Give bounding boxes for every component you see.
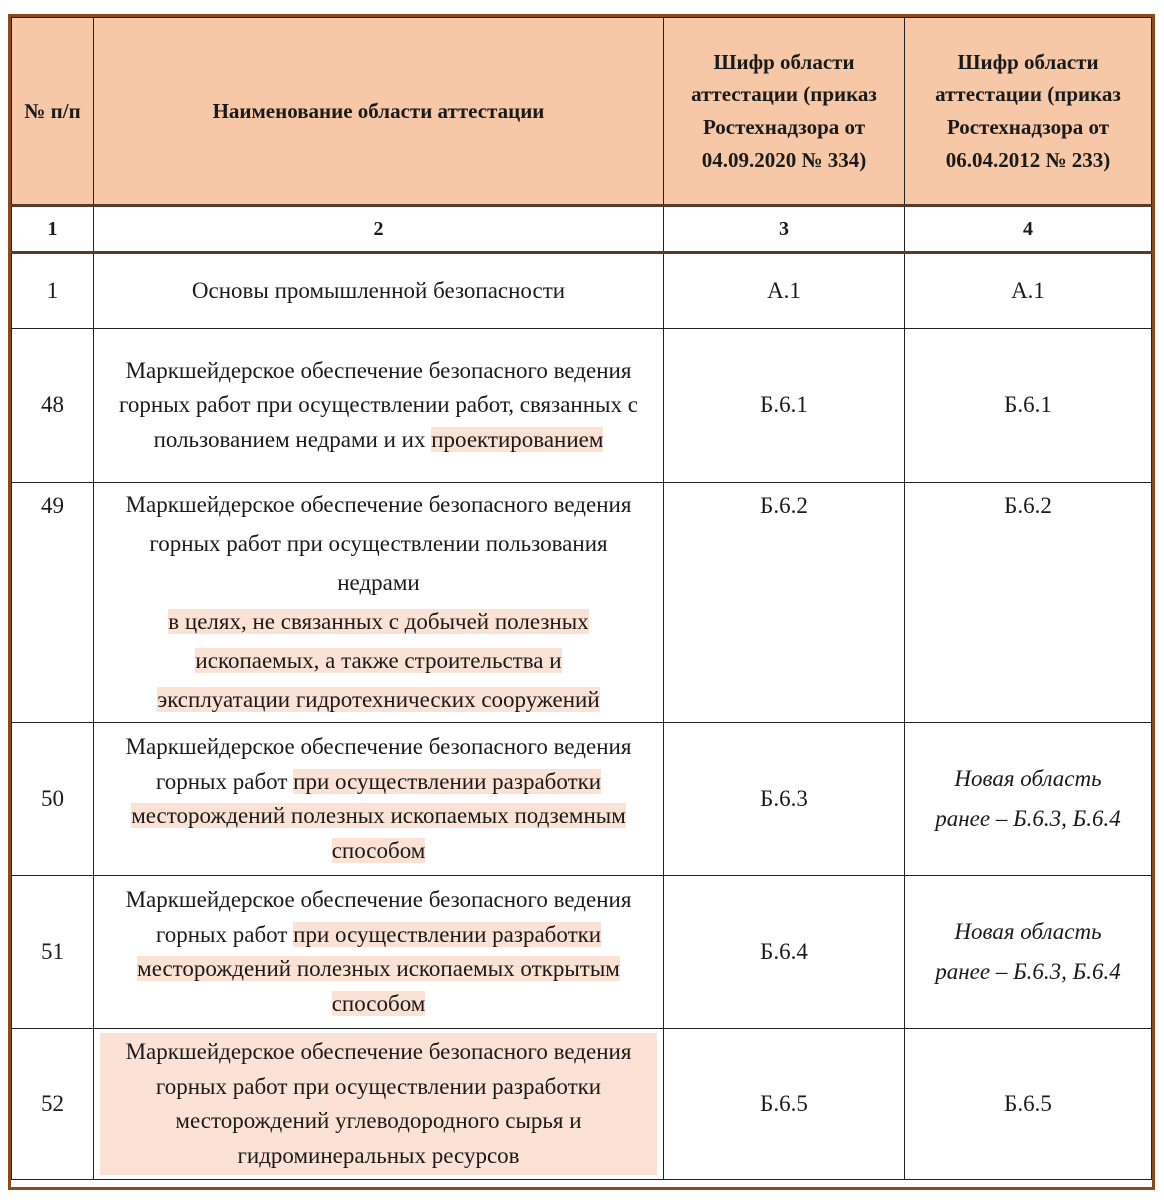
row-name: [94, 1029, 664, 1180]
table-row: [12, 1029, 1152, 1180]
column-number: 4: [905, 206, 1152, 253]
row-number: 48: [12, 329, 94, 483]
row-number: 51: [12, 876, 94, 1029]
attestation-table-frame: [8, 14, 1155, 1190]
row-code-new: А.1: [664, 253, 905, 329]
row-number: 1: [12, 253, 94, 329]
row-name: [94, 483, 664, 723]
row-code-old: Б.6.5: [905, 1029, 1152, 1180]
row-name-highlight: Маркшейдерское обеспечение безопасного ведения горных работ при осуществлении разработки месторождений углеводородного сырья и гидроминеральных ресурсов: [100, 1033, 657, 1175]
header-name: Наименование области аттестации: [94, 18, 664, 206]
table-header-row: [12, 18, 1152, 206]
row-name-plain: Маркшейдерское обеспечение безопасного ведения горных работ при осуществлении пользования недрами: [125, 492, 632, 596]
header-number: № п/п: [12, 18, 94, 206]
row-name-highlight: в целях, не связанных с добычей полезных: [168, 609, 589, 635]
column-number: 3: [664, 206, 905, 253]
table-row: [12, 876, 1152, 1029]
row-code-old: Новая область ранее – Б.6.3, Б.6.4: [905, 723, 1152, 876]
row-number: 52: [12, 1029, 94, 1180]
row-number: 50: [12, 723, 94, 876]
table-row: [12, 483, 1152, 723]
table-row: [12, 253, 1152, 329]
row-code-new: Б.6.5: [664, 1029, 905, 1180]
table-row: [12, 329, 1152, 483]
table-row: [12, 723, 1152, 876]
row-name-plain: Маркшейдерское обеспечение безопасного ведения горных работ: [125, 734, 632, 794]
row-code-new: Б.6.1: [664, 329, 905, 483]
attestation-table: [11, 17, 1152, 1180]
row-name-highlight: проектированием: [431, 426, 604, 452]
row-name-plain: Маркшейдерское обеспечение безопасного ведения горных работ: [125, 887, 632, 947]
row-code-old: Б.6.2: [905, 483, 1152, 723]
row-name: [94, 329, 664, 483]
row-name-plain: Маркшейдерское обеспечение безопасного ведения горных работ при осуществлении работ, связанных с пользованием недрами и их: [119, 357, 638, 452]
header-code-2012: Шифр области аттестации (приказ Ростехнадзора от 06.04.2012 № 233): [905, 18, 1152, 206]
row-code-old: А.1: [905, 253, 1152, 329]
row-name-highlight: ископаемых, а также строительства и: [195, 648, 562, 674]
column-number-row: [12, 206, 1152, 253]
column-number: 1: [12, 206, 94, 253]
row-name-highlight-block: [102, 602, 655, 641]
row-code-old: Б.6.1: [905, 329, 1152, 483]
row-name-highlight: эксплуатации гидротехнических сооружений: [157, 687, 600, 713]
row-name-highlight-block: [102, 680, 655, 719]
row-number: 49: [12, 483, 94, 723]
row-name-highlight: при осуществлении разработки месторождений полезных ископаемых открытым способом: [137, 921, 620, 1016]
column-number: 2: [94, 206, 664, 253]
row-name: [94, 723, 664, 876]
row-name-highlight-block: [102, 641, 655, 680]
row-code-new: Б.6.2: [664, 483, 905, 723]
row-name: [94, 876, 664, 1029]
row-code-old: Новая область ранее – Б.6.3, Б.6.4: [905, 876, 1152, 1029]
row-name: Основы промышленной безопасности: [94, 253, 664, 329]
header-code-2020: Шифр области аттестации (приказ Ростехнадзора от 04.09.2020 № 334): [664, 18, 905, 206]
row-code-new: Б.6.3: [664, 723, 905, 876]
row-name-highlight: при осуществлении разработки месторождений полезных ископаемых подземным способом: [131, 768, 626, 863]
row-code-new: Б.6.4: [664, 876, 905, 1029]
